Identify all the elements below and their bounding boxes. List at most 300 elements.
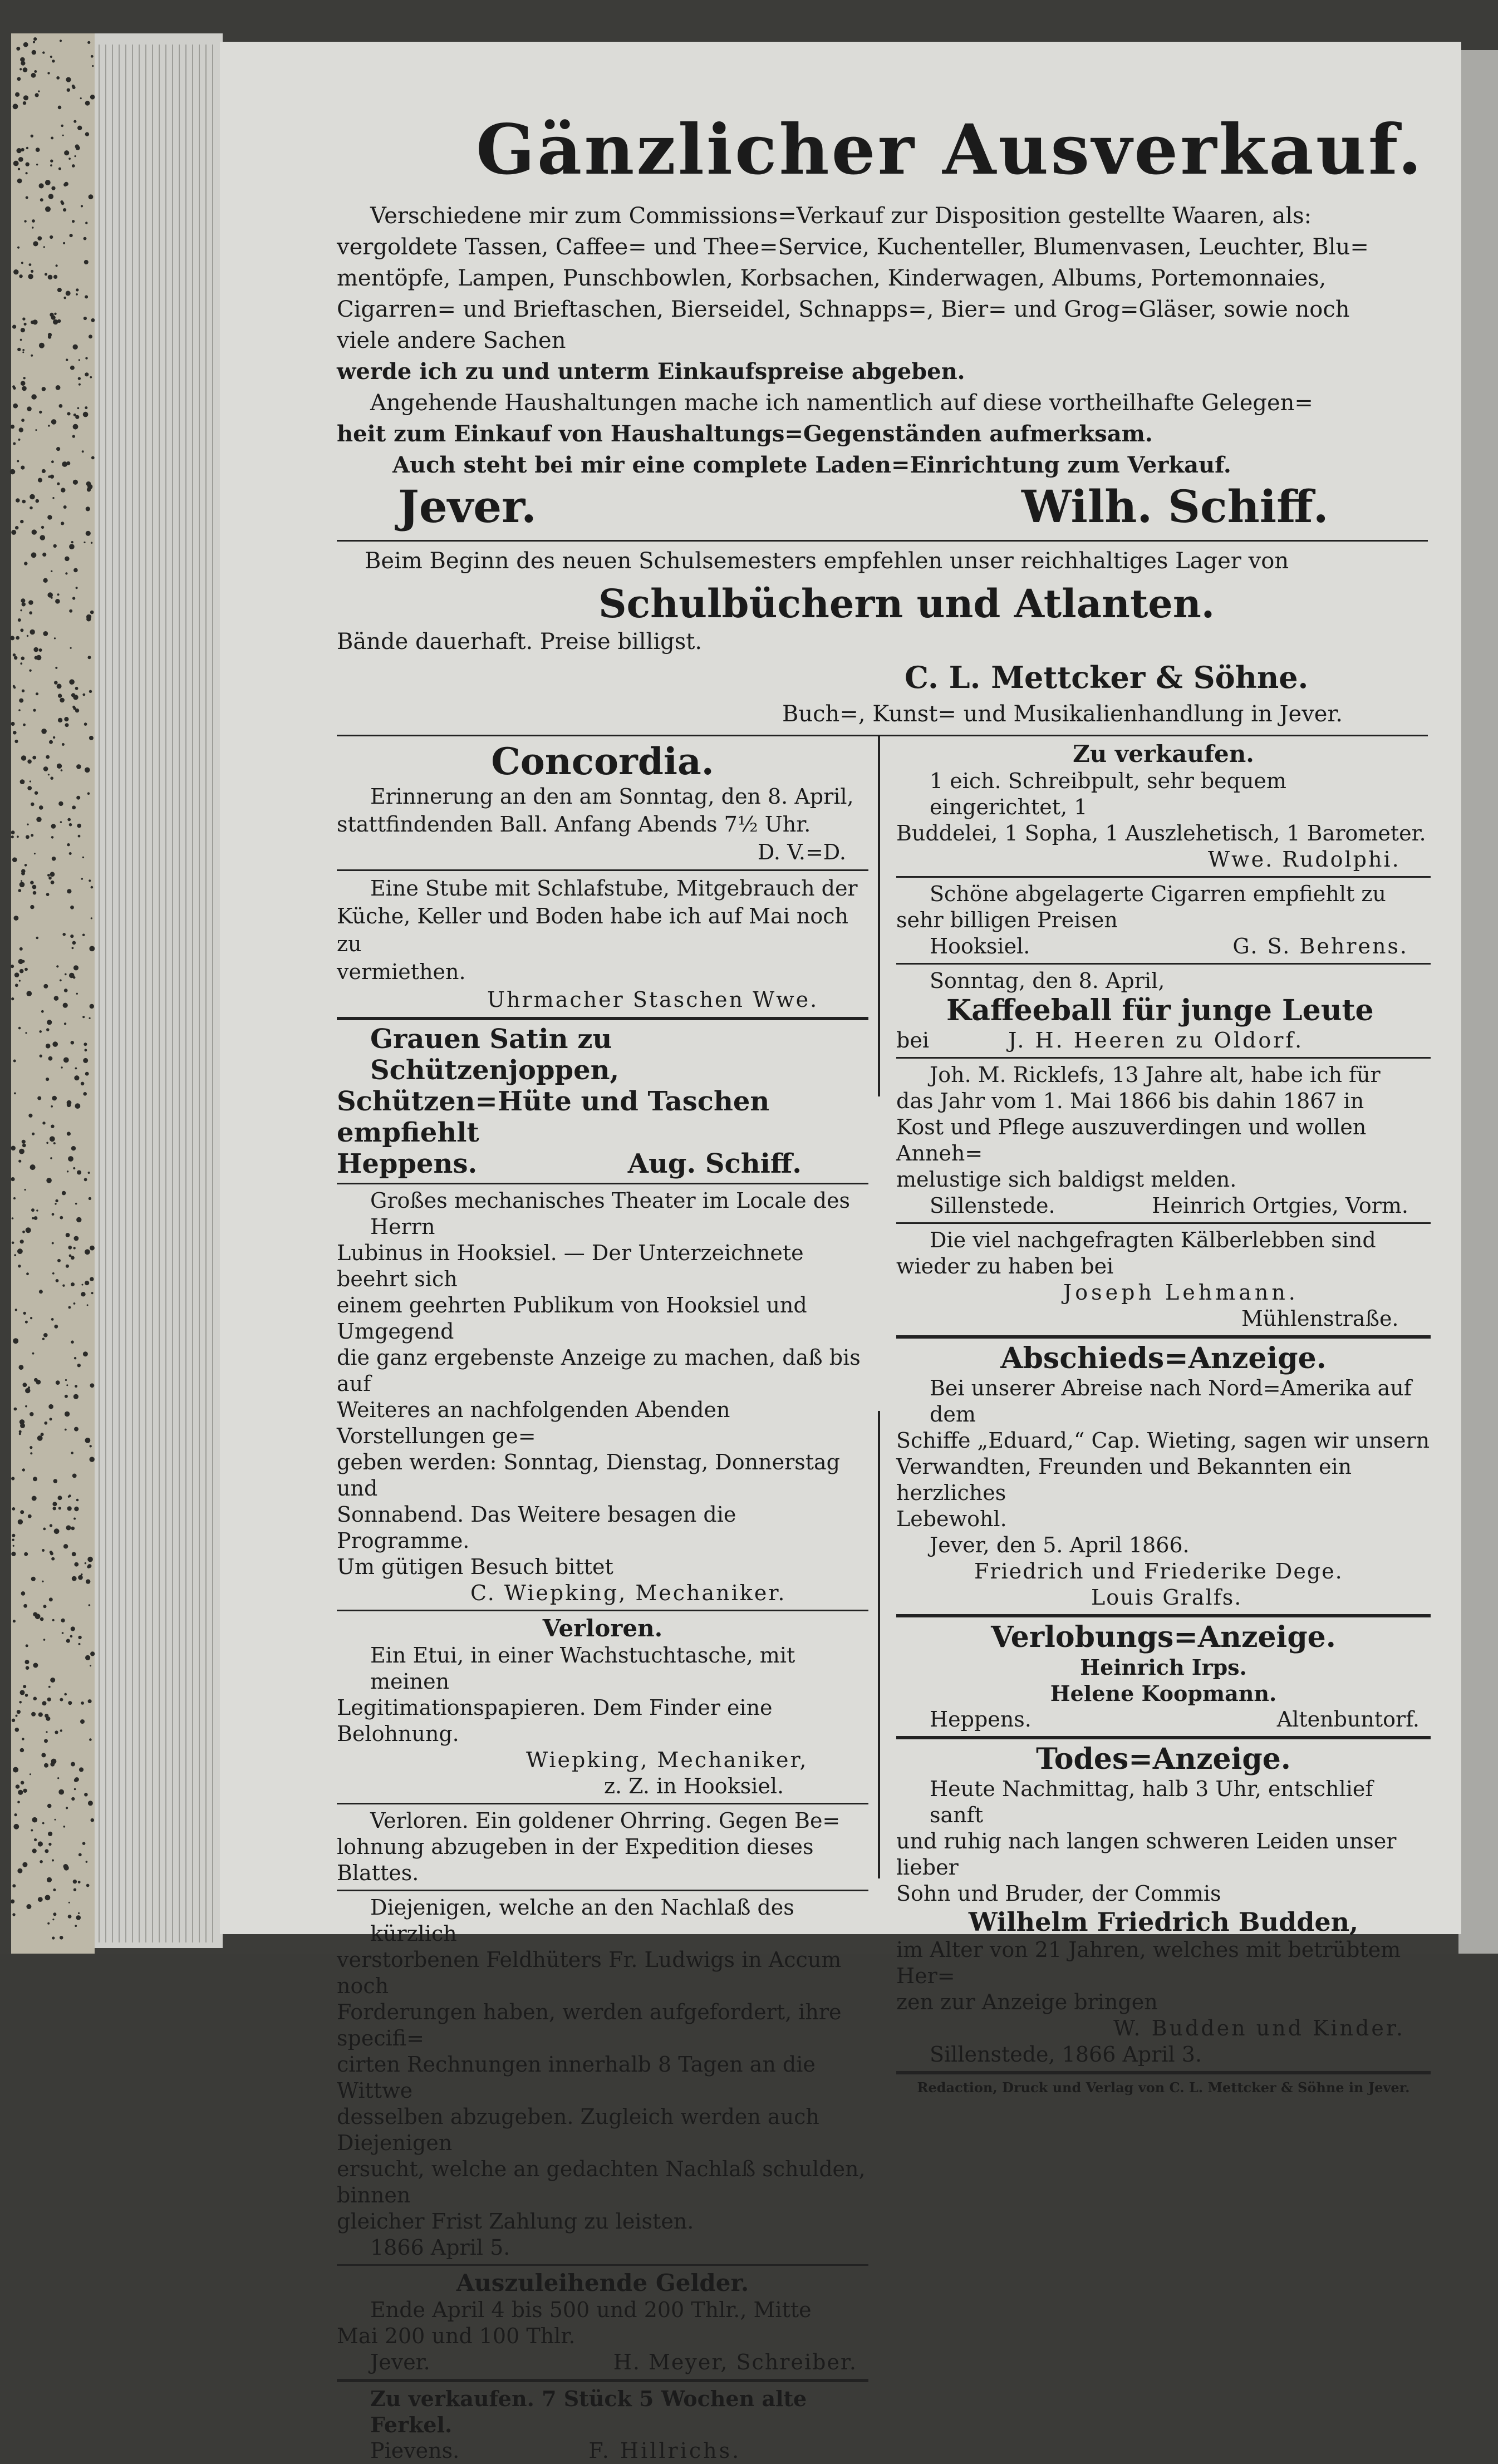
speckle <box>84 260 89 264</box>
speckle <box>86 481 91 486</box>
speckle <box>26 163 30 166</box>
speckle <box>81 878 84 880</box>
speckle <box>24 323 27 326</box>
speckle <box>50 1524 52 1527</box>
speckle <box>40 1055 42 1058</box>
speckle <box>68 1902 70 1904</box>
speckle <box>56 76 60 80</box>
speckle <box>18 1519 23 1524</box>
speckle <box>49 740 53 744</box>
banner-line-5: viele andere Sachen <box>337 328 566 353</box>
speckle <box>54 681 58 685</box>
speckle <box>58 1789 64 1795</box>
speckle <box>47 1698 51 1701</box>
speckle <box>19 1430 22 1433</box>
todes-sign: W. Budden und Kinder. <box>1113 2016 1405 2040</box>
speckle <box>47 592 53 598</box>
speckle <box>23 1383 27 1387</box>
speckle <box>46 1078 49 1081</box>
speckle <box>76 293 78 296</box>
left-column <box>337 740 868 2464</box>
speckle <box>65 723 69 727</box>
speckle <box>75 1103 81 1109</box>
speckle <box>28 1386 30 1389</box>
speckle <box>65 557 70 562</box>
speckle <box>20 662 22 665</box>
speckle <box>40 1860 43 1863</box>
verloren-heading: Verloren. <box>542 1615 663 1642</box>
speckle <box>53 736 55 739</box>
speckle <box>86 531 91 536</box>
speckle <box>51 186 55 190</box>
speckle <box>41 526 44 529</box>
speckle <box>70 906 74 909</box>
speckle <box>13 653 16 657</box>
speckle <box>11 425 14 429</box>
speckle <box>60 40 62 42</box>
gelder-name: H. Meyer, Schreiber. <box>613 2350 857 2374</box>
speckle <box>44 1739 48 1743</box>
speckle <box>53 544 57 548</box>
speckle <box>20 339 22 341</box>
speckle <box>38 478 42 483</box>
speckle <box>90 1445 92 1447</box>
speckle <box>33 1697 37 1701</box>
speckle <box>33 41 35 43</box>
speckle <box>30 1164 36 1170</box>
speckle <box>67 1170 68 1172</box>
speckle <box>31 1208 35 1212</box>
banner-title: Gänzlicher Ausverkauf. <box>476 110 1425 190</box>
speckle <box>56 264 58 267</box>
speckle <box>23 724 26 726</box>
todes-heading: Todes=Anzeige. <box>1036 1742 1291 1776</box>
speckle <box>24 968 28 971</box>
speckle <box>35 429 37 431</box>
speckle <box>67 1506 72 1511</box>
speckle <box>45 206 51 212</box>
speckle <box>16 1715 18 1717</box>
abschied-line-3: Verwandten, Freunden und Bekannten ein herzliches <box>896 1454 1352 1505</box>
speckle <box>87 488 91 491</box>
speckle <box>18 439 21 441</box>
speckle <box>26 1644 28 1647</box>
speckle <box>21 419 24 422</box>
speckle <box>35 791 38 795</box>
speckle <box>30 905 34 909</box>
divider <box>896 1614 1431 1617</box>
speckle <box>71 1762 75 1767</box>
speckle <box>51 1125 54 1128</box>
speckle <box>17 1710 21 1714</box>
speckle <box>12 1539 14 1541</box>
speckle <box>18 1265 21 1267</box>
speckle <box>13 1620 16 1622</box>
speckle <box>40 198 43 201</box>
speckle <box>12 1534 15 1537</box>
speckle <box>78 377 81 380</box>
speckle <box>35 93 39 97</box>
speckle <box>50 160 53 163</box>
speckle <box>26 172 28 174</box>
banner-line-2: vergoldete Tassen, Caffee= und Thee=Service, Kuchenteller, Blumenvasen, Leuchter, Blu= <box>337 234 1369 260</box>
speckle <box>53 275 57 279</box>
speckle <box>20 609 22 611</box>
speckle <box>84 317 87 320</box>
divider <box>896 1057 1431 1059</box>
banner-line-8: heit zum Einkauf von Haushaltungs=Gegenständen aufmerksam. <box>337 421 1153 447</box>
todes-name: Wilhelm Friedrich Budden, <box>968 1907 1359 1937</box>
speckle <box>60 1698 63 1701</box>
banner-line-9: Auch steht bei mir eine complete Laden=Einrichtung zum Verkauf. <box>392 452 1231 478</box>
speckle <box>43 1605 47 1608</box>
speckle <box>31 1712 36 1717</box>
speckle <box>33 891 37 895</box>
verloren2-line-2: lohnung abzugeben in der Expedition dieses Blattes. <box>337 1835 814 1885</box>
speckle <box>85 1249 90 1255</box>
cigarren-line-2: sehr billigen Preisen <box>896 908 1118 932</box>
speckle <box>20 628 23 632</box>
speckle <box>53 1142 56 1144</box>
speckle <box>32 319 37 324</box>
speckle <box>88 1801 93 1806</box>
speckle <box>50 872 55 877</box>
speckle <box>33 709 36 712</box>
speckle <box>36 1380 41 1385</box>
speckle <box>22 386 27 391</box>
speckle <box>68 1701 72 1705</box>
speckle <box>52 1919 54 1920</box>
speckle <box>42 469 46 473</box>
speckle <box>58 1496 62 1500</box>
speckle <box>54 1325 58 1329</box>
speckle <box>68 158 71 160</box>
speckle <box>65 572 67 574</box>
speckle <box>64 182 68 186</box>
speckle <box>19 1433 21 1435</box>
verlobung-name-2: Helene Koopmann. <box>1050 1681 1277 1706</box>
speckle <box>90 376 92 378</box>
speckle <box>22 349 24 351</box>
speckle <box>26 1227 31 1233</box>
speckle <box>12 857 17 862</box>
speckle <box>69 823 72 827</box>
speckle <box>51 419 57 425</box>
gelder-line-1: Ende April 4 bis 500 und 200 Thlr., Mitte <box>370 2298 812 2322</box>
speckle <box>11 1900 14 1904</box>
nachlass-line-4: cirten Rechnungen innerhalb 8 Tagen an die Wittwe <box>337 2052 816 2103</box>
speckle <box>17 1801 20 1804</box>
speckle <box>13 1060 16 1063</box>
speckle <box>32 756 36 760</box>
speckle <box>83 1058 88 1063</box>
divider <box>896 1222 1431 1224</box>
speckle <box>44 1422 47 1425</box>
speckle <box>78 1912 80 1914</box>
school-firm: C. L. Mettcker & Söhne. <box>905 660 1309 695</box>
speckle <box>58 694 62 697</box>
satin-line-2: Schützen=Hüte und Taschen empfiehlt <box>337 1086 770 1148</box>
speckle <box>71 693 75 697</box>
speckle <box>71 1146 76 1150</box>
speckle <box>51 824 56 829</box>
speckle <box>80 1719 85 1724</box>
speckle <box>73 424 78 430</box>
nachlass-line-2: verstorbenen Feldhüters Fr. Ludwigs in Accum noch <box>337 1947 842 1998</box>
speckle <box>77 1170 81 1175</box>
speckle <box>12 1884 16 1887</box>
speckle <box>86 1579 90 1583</box>
speckle <box>32 50 36 55</box>
speckle <box>30 494 35 500</box>
speckle <box>66 1807 68 1809</box>
speckle <box>26 1904 31 1909</box>
ricklefs-sign-row <box>896 1193 1431 1219</box>
speckle <box>52 1096 57 1101</box>
speckle <box>66 461 70 465</box>
speckle <box>70 1635 73 1638</box>
speckle <box>35 656 38 660</box>
speckle <box>18 157 23 162</box>
speckle <box>71 1256 75 1260</box>
speckle <box>42 387 46 391</box>
speckle <box>71 1797 75 1801</box>
speckle <box>24 864 27 867</box>
speckle <box>46 755 50 759</box>
stube-line-3: vermiethen. <box>337 960 466 984</box>
speckle <box>64 1022 66 1025</box>
speckle <box>21 1781 24 1785</box>
speckle <box>16 47 20 51</box>
speckle <box>38 90 40 92</box>
speckle <box>88 1699 92 1703</box>
speckle <box>55 1730 58 1734</box>
speckle <box>15 526 18 529</box>
speckle <box>88 1172 90 1174</box>
speckle <box>31 394 37 400</box>
abschied-sign-1: Friedrich und Friederike Dege. <box>974 1559 1343 1583</box>
todes-date: Sillenstede, 1866 April 3. <box>930 2042 1202 2067</box>
speckle <box>48 1404 53 1409</box>
speckle <box>21 880 22 882</box>
speckle <box>54 637 56 639</box>
speckle <box>20 1240 24 1243</box>
speckle <box>82 1284 84 1286</box>
speckle <box>91 917 92 919</box>
speckle <box>92 65 94 67</box>
speckle <box>83 1351 88 1356</box>
speckle <box>64 717 68 721</box>
speckle <box>26 1272 29 1275</box>
speckle <box>66 77 71 82</box>
speckle <box>20 1690 25 1695</box>
speckle <box>21 262 23 264</box>
speckle <box>24 1189 26 1191</box>
speckle <box>65 973 67 976</box>
kaffeeball-host: J. H. Heeren zu Oldorf. <box>1008 1028 1304 1053</box>
ricklefs-name: Heinrich Ortgies, Vorm. <box>1152 1193 1408 1218</box>
speckle <box>55 1819 56 1821</box>
abschied-line-1: Bei unserer Abreise nach Nord=Amerika auf dem <box>930 1376 1412 1427</box>
divider <box>896 876 1431 878</box>
speckle <box>63 297 66 299</box>
speckle <box>75 155 76 157</box>
speckle <box>89 736 94 740</box>
verlobung-heading: Verlobungs=Anzeige. <box>991 1620 1336 1654</box>
speckle <box>25 1321 28 1324</box>
divider <box>337 1803 868 1804</box>
kaelber-line-2: wieder zu haben bei <box>896 1254 1114 1278</box>
speckle <box>18 168 20 170</box>
speckle <box>67 843 70 846</box>
speckle <box>50 1157 52 1159</box>
speckle <box>17 1868 22 1873</box>
speckle <box>42 1822 45 1824</box>
school-firm-desc: Buch=, Kunst= und Musikalienhandlung in Jever. <box>782 701 1343 727</box>
speckle <box>87 1564 91 1568</box>
speckle <box>89 1017 91 1019</box>
speckle <box>50 1551 53 1554</box>
speckle <box>46 1044 51 1049</box>
speckle <box>43 766 48 771</box>
speckle <box>37 1096 41 1100</box>
speckle <box>89 1197 91 1200</box>
gelder-line-2: Mai 200 und 100 Thlr. <box>337 2324 576 2348</box>
speckle <box>33 37 37 41</box>
speckle <box>73 1394 78 1399</box>
speckle <box>67 412 70 415</box>
speckle <box>38 1897 43 1902</box>
speckle <box>65 1411 70 1417</box>
satin-name: Aug. Schiff. <box>627 1148 802 1179</box>
divider <box>896 963 1431 965</box>
speckle <box>86 1861 88 1863</box>
speckle <box>17 1248 23 1254</box>
ferkel-place: Pievens. <box>370 2438 460 2463</box>
speckle <box>54 996 59 1001</box>
speckle <box>19 699 23 703</box>
speckle <box>85 1655 90 1660</box>
speckle <box>19 274 22 278</box>
speckle <box>32 1217 34 1219</box>
speckle <box>46 893 50 896</box>
speckle <box>71 1527 75 1531</box>
speckle <box>52 1041 58 1047</box>
ricklefs-line-4: melustige sich baldigst melden. <box>896 1167 1237 1192</box>
speckle <box>68 1306 71 1309</box>
speckle <box>87 1557 93 1562</box>
speckle <box>82 694 85 696</box>
speckle <box>60 821 62 823</box>
speckle <box>82 1842 86 1845</box>
speckle <box>14 916 19 921</box>
speckle <box>16 636 19 640</box>
banner-line-7: Angehende Haushaltungen mache ich namentlich auf diese vortheilhafte Gelegen= <box>370 390 1313 416</box>
speckle <box>21 381 26 386</box>
speckle <box>19 882 25 888</box>
speckle <box>17 247 19 249</box>
speckle <box>21 1591 26 1596</box>
speckle <box>27 406 31 411</box>
speckle <box>30 629 35 635</box>
speckle <box>11 722 14 726</box>
speckle <box>48 1843 51 1846</box>
speckle <box>43 578 47 583</box>
speckle <box>55 667 57 669</box>
speckle <box>11 1477 14 1480</box>
speckle <box>60 1729 62 1732</box>
divider <box>896 2071 1431 2074</box>
newspaper-page <box>220 42 1461 2463</box>
speckle <box>32 1848 37 1853</box>
speckle <box>32 1353 35 1355</box>
speckle <box>70 935 73 938</box>
speckle <box>50 56 52 58</box>
speckle <box>41 1753 46 1757</box>
speckle <box>64 988 68 992</box>
nachlass-line-3: Forderungen haben, werden aufgefordert, ihre specifi= <box>337 2000 842 2050</box>
speckle <box>23 1604 27 1608</box>
speckle <box>91 55 94 58</box>
speckle <box>78 1636 81 1639</box>
speckle <box>23 1789 27 1793</box>
speckle <box>48 1832 52 1836</box>
speckle <box>86 617 91 621</box>
speckle <box>27 635 28 637</box>
speckle <box>25 1694 28 1697</box>
speckle <box>16 498 20 503</box>
speckle <box>76 796 80 800</box>
banner-signature: Wilh. Schiff. <box>1021 480 1329 533</box>
speckle <box>16 1784 20 1789</box>
speckle <box>16 148 21 153</box>
banner-place: Jever. <box>398 480 537 533</box>
speckle <box>46 1142 48 1144</box>
speckle <box>77 407 80 410</box>
speckle <box>63 505 67 509</box>
speckle <box>91 886 94 889</box>
speckle <box>78 359 80 361</box>
speckle <box>58 718 62 722</box>
ricklefs-line-2: das Jahr vom 1. Mai 1866 bis dahin 1867 in <box>896 1089 1364 1113</box>
speckle <box>19 427 23 432</box>
speckle <box>61 769 63 771</box>
speckle <box>82 934 85 937</box>
speckle <box>55 1203 56 1204</box>
theater-line-6: geben werden: Sonntag, Dienstag, Donnerstag und <box>337 1450 840 1501</box>
speckle <box>13 161 19 166</box>
speckle <box>12 1217 14 1219</box>
speckle <box>12 1719 15 1722</box>
speckle <box>90 1457 95 1462</box>
speckle <box>39 411 42 414</box>
speckle <box>50 1136 55 1142</box>
speckle <box>26 835 30 839</box>
todes-line-6: zen zur Anzeige bringen <box>896 1990 1158 2014</box>
verlobung-place-1: Heppens. <box>930 1707 1032 1732</box>
nachlass-line-1: Diejenigen, welche an den Nachlaß des kürzlich <box>370 1895 794 1946</box>
speckle <box>53 1507 56 1510</box>
gelder-heading: Auszuleihende Gelder. <box>456 2269 749 2296</box>
speckle <box>85 295 88 298</box>
speckle <box>21 657 25 661</box>
speckle <box>87 792 90 795</box>
speckle <box>34 853 36 854</box>
speckle <box>48 425 50 427</box>
speckle <box>21 755 26 760</box>
speckle <box>37 1435 43 1441</box>
speckle <box>21 598 25 603</box>
